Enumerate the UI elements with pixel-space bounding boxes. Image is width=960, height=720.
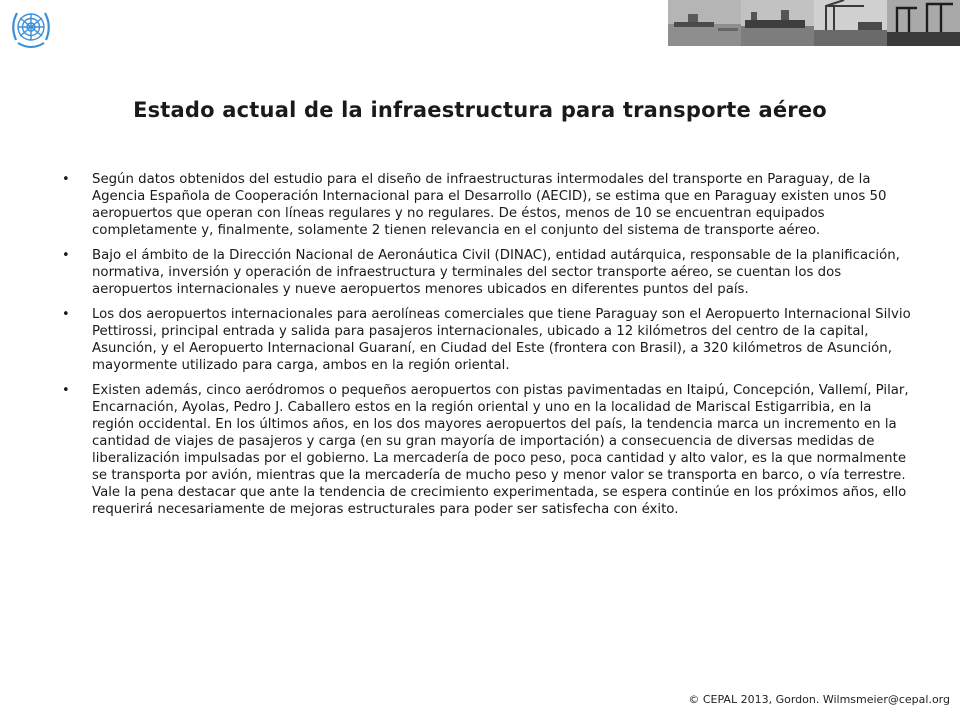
bullet-marker: • [62, 172, 70, 187]
footer-credit: © CEPAL 2013, Gordon. Wilmsmeier@cepal.org [688, 693, 950, 706]
bullet-text: Los dos aeropuertos internacionales para aerolíneas comerciales que tiene Paraguay son el Aeropuerto Internacional Silvio Pettirossi, principal entrada y salida para pasajeros internacionales, ubicado a 12 kilómetros del centro de la capital, Asunción, y el Aeropuerto Internacional Guaraní, en Ciudad del Este (frontera con Brasil), a 320 kilómetros de Asunción, mayormente utilizado para carga, ambos en la región oriental. [92, 307, 911, 373]
slide-title: Estado actual de la infraestructura para transporte aéreo [133, 98, 827, 123]
harbor-ship-photo [668, 0, 741, 46]
bullet-marker: • [62, 383, 70, 398]
bullet-text: Existen además, cinco aeródromos o pequeños aeropuertos con pistas pavimentadas en Itaipú, Concepción, Vallemí, Pilar, Encarnación, Ayolas, Pedro J. Caballero estos en la región oriental y uno en la localidad de Mariscal Estigarribia, en la región occidental. En los últimos años, en los dos mayores aeropuertos del país, la tendencia marca un incremento en la cantidad de viajes de pasajeros y carga (en su gran mayoría de importación) a consecuencia de diversas medidas de liberalización impulsadas por el gobierno. La mercadería de poco peso, poca cantidad y alto valor, es la que normalmente se transporta por avión, mientras que la mercadería de mucho peso y menor valor se transporta en barco, o vía terrestre. Vale la pena destacar que ante la tendencia de crecimiento experimentada, se espera continúe en los próximos años, ello requerirá necesariamente de mejoras estructurales para poder ser satisfecha con éxito. [92, 383, 909, 517]
bullet-item [62, 171, 912, 239]
crane-photo [814, 0, 887, 46]
bullet-list [62, 171, 912, 526]
bullet-item [62, 247, 912, 298]
bullet-text: Bajo el ámbito de la Dirección Nacional de Aeronáutica Civil (DINAC), entidad autárquica, responsable de la planificación, normativa, inversión y operación de infraestructura y terminales del sector transporte aéreo, se cuentan los dos aeropuertos internacionales y nueve aeropuertos menores ubicados en diferentes puntos del país. [92, 248, 900, 297]
un-emblem-icon [6, 4, 56, 54]
port-cranes-photo [887, 0, 960, 46]
bullet-item [62, 306, 912, 374]
bullet-marker: • [62, 248, 70, 263]
bullet-item [62, 382, 912, 518]
bullet-text: Según datos obtenidos del estudio para el diseño de infraestructuras intermodales del transporte en Paraguay, de la Agencia Española de Cooperación Internacional para el Desarrollo (AECID), se estima que en Paraguay existen unos 50 aeropuertos que operan con líneas regulares y no regulares. De éstos, menos de 10 se encuentran equipados completamente y, finalmente, solamente 2 tienen relevancia en el conjunto del sistema de transporte aéreo. [92, 172, 887, 238]
bullet-marker: • [62, 307, 70, 322]
header-photo-strip [668, 0, 960, 46]
cargo-ship-photo [741, 0, 814, 46]
